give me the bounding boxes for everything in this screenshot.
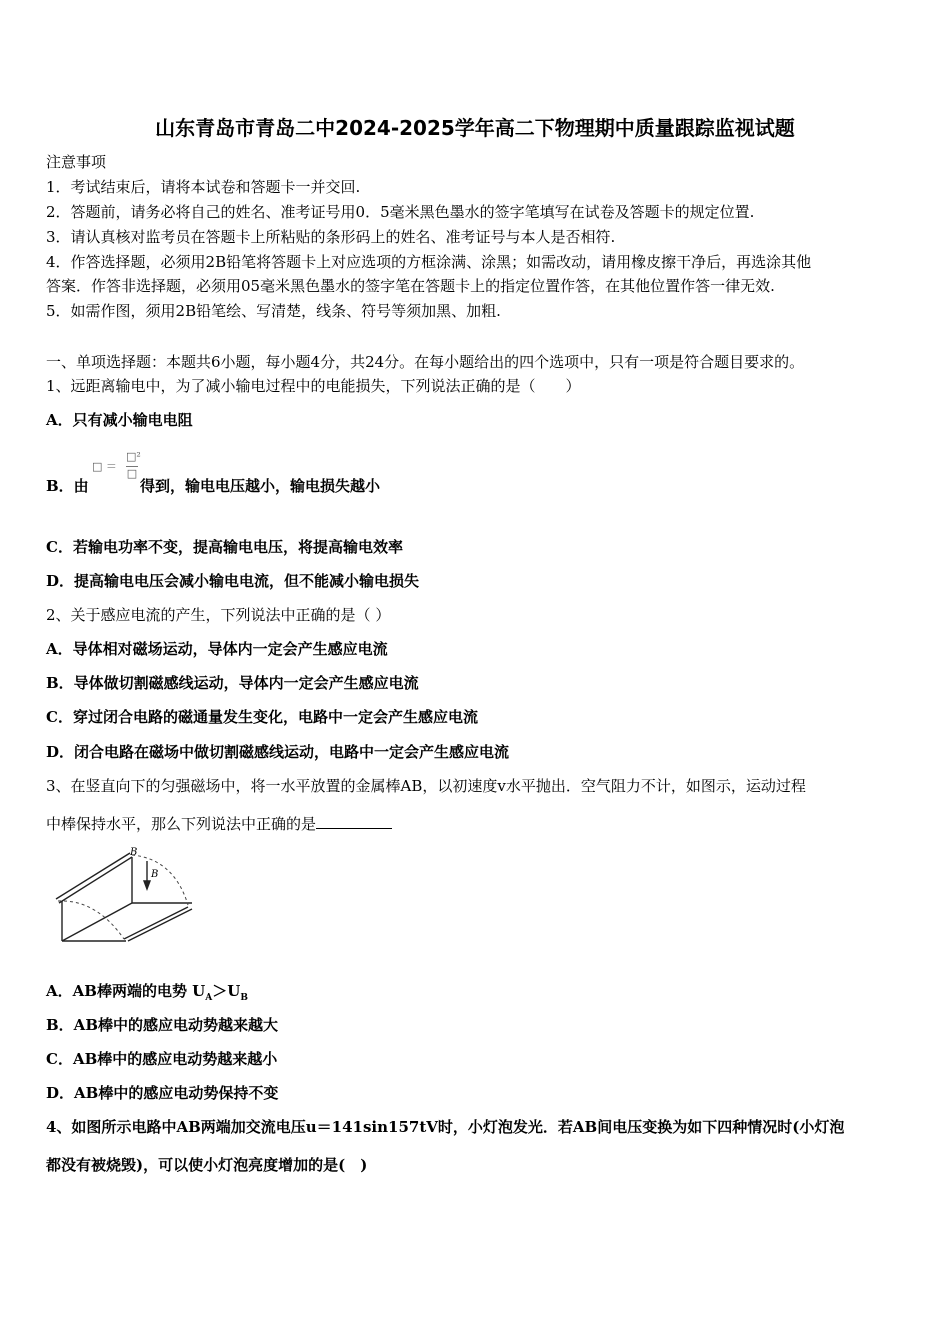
- q1-option-b-suffix: 得到，输电电压越小，输电损失越小: [140, 477, 381, 495]
- q1-stem: 1、远距离输电中，为了减小输电过程中的电能损失，下列说法正确的是（ ）: [46, 377, 581, 395]
- notice-item-4: 4．作答选择题，必须用2B铅笔将答题卡上对应选项的方框涂满、涂黑；如需改动，请用橡皮擦干净后，再选涂其他: [46, 253, 812, 271]
- fig-label-field-b: B: [151, 869, 159, 880]
- q2-option-b: B．导体做切割磁感线运动，导体内一定会产生感应电流: [46, 674, 419, 692]
- q3-option-a-prefix: A．AB棒两端的电势 U: [46, 982, 206, 1000]
- q1-option-d: D．提高输电电压会减小输电电流，但不能减小输电损失: [46, 572, 420, 590]
- q2-option-c: C．穿过闭合电路的磁通量发生变化，电路中一定会产生感应电流: [46, 708, 478, 726]
- q2-stem: 2、关于感应电流的产生，下列说法中正确的是（ ）: [46, 606, 391, 624]
- notice-heading: 注意事项: [46, 153, 107, 171]
- q3-option-b: B．AB棒中的感应电动势越来越大: [46, 1016, 278, 1034]
- notice-item-4-cont: 答案．作答非选择题，必须用05毫米黑色墨水的签字笔在答题卡上的指定位置作答，在其他位置作答一律无效.: [46, 277, 775, 295]
- notice-item-5: 5．如需作图，须用2B铅笔绘、写清楚，线条、符号等须加黑、加粗.: [46, 302, 501, 320]
- q3-option-d: D．AB棒中的感应电动势保持不变: [46, 1084, 279, 1102]
- q3-option-a: [46, 981, 248, 1008]
- section-heading: 一、单项选择题：本题共6小题，每小题4分，共24分。在每小题给出的四个选项中，只有一项是符合题目要求的。: [46, 353, 805, 371]
- q3-stem-text: 中棒保持水平，那么下列说法中正确的是: [46, 815, 317, 833]
- answer-blank: [316, 814, 392, 829]
- q3-option-a-mid: ＞U: [212, 982, 241, 1000]
- q2-option-d: D．闭合电路在磁场中做切割磁感线运动，电路中一定会产生感应电流: [46, 743, 510, 761]
- q4-stem-line1: 4、如图所示电路中AB两端加交流电压u＝141sin157tV时，小灯泡发光．若AB间电压变换为如下四种情况时(小灯泡: [46, 1118, 845, 1136]
- q1-option-c: C．若输电功率不变，提高输电电压，将提高输电效率: [46, 538, 403, 556]
- q3-option-a-sub-a: A: [205, 993, 213, 1003]
- q3-figure: [46, 843, 206, 947]
- q3-stem-line2: [46, 814, 392, 834]
- exam-title: 山东青岛市青岛二中2024-2025学年高二下物理期中质量跟踪监视试题: [155, 116, 795, 140]
- q3-option-c: C．AB棒中的感应电动势越来越小: [46, 1050, 278, 1068]
- q1-option-b-prefix: B．由: [46, 477, 89, 495]
- q4-stem-line2: 都没有被烧毁)，可以使小灯泡亮度增加的是( ): [46, 1156, 368, 1174]
- q1-formula-numerator: □²: [126, 450, 141, 463]
- q3-option-a-sub-b: B: [240, 993, 248, 1003]
- q1-option-a: A．只有减小输电电阻: [46, 411, 193, 429]
- q1-formula-lhs: □ ＝: [92, 460, 117, 473]
- q3-stem-line1: 3、在竖直向下的匀强磁场中，将一水平放置的金属棒AB，以初速度v水平抛出．空气阻力不计，如图示，运动过程: [46, 777, 806, 795]
- notice-item-2: 2．答题前，请务必将自己的姓名、准考证号用0．5毫米黑色墨水的签字笔填写在试卷及答题卡的规定位置.: [46, 203, 755, 221]
- notice-item-3: 3．请认真核对监考员在答题卡上所粘贴的条形码上的姓名、准考证号与本人是否相符.: [46, 228, 616, 246]
- q1-formula-denominator: □: [126, 467, 138, 480]
- q2-option-a: A．导体相对磁场运动，导体内一定会产生感应电流: [46, 640, 388, 658]
- fig-label-end-b: B: [130, 847, 138, 858]
- notice-item-1: 1．考试结束后，请将本试卷和答题卡一并交回.: [46, 178, 361, 196]
